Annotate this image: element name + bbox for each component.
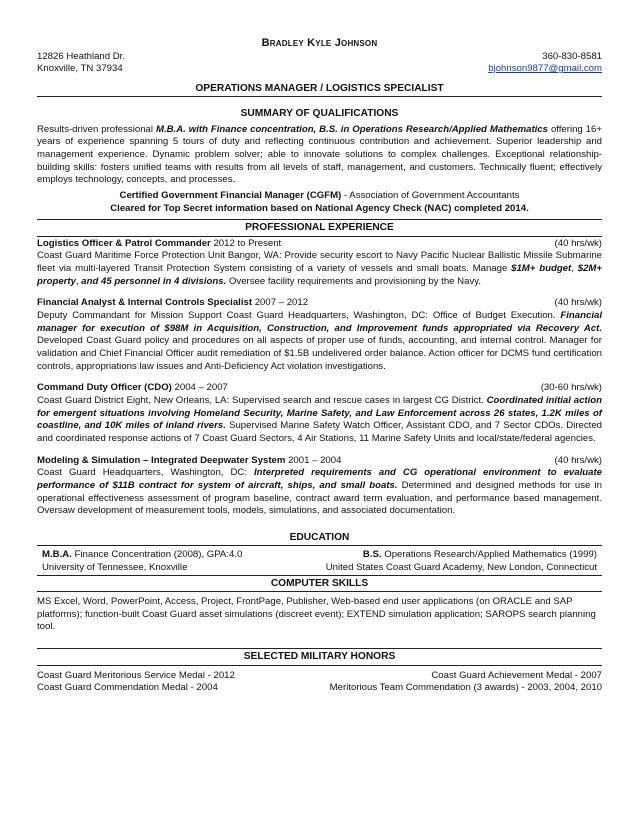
job-desc-highlight: $1M+ budget (511, 263, 572, 275)
job-dates: 2007 – 2012 (252, 297, 309, 309)
job-title-line (37, 297, 308, 310)
job-dates: 2012 to Present (210, 237, 282, 249)
honor-item: Coast Guard Commendation Medal - 2004 (37, 682, 218, 694)
experience-heading: PROFESSIONAL EXPERIENCE (37, 219, 602, 236)
degree-name: M.B.A. (42, 549, 72, 561)
summary-body: offering 16+ years of experience spanning 5 tours of duty and reflecting continuous contribution and achievement. Superior leadership and management experience. Dynamic problem solver; able to innovate solutions to complex challenges. Exceptional relationship-building skills: fosters unified teams with results from all levels of staff, management, and customers. Technically fluent; effectively employs technology, concepts, and processes. (37, 123, 602, 186)
job-header (37, 238, 602, 251)
job-desc-highlight: $2M+ property (37, 263, 602, 287)
job-desc-highlight: Financial manager for execution of $98M in Acquisition, Construction, and Improvement funds appropriated via Recovery Act. (37, 310, 602, 334)
job-header (37, 297, 602, 310)
clearance-line: Cleared for Top Secret information based on National Agency Check (NAC) completed 2014. (110, 202, 529, 214)
degree-detail: Operations Research/Applied Mathematics (1999) (381, 549, 597, 561)
resume-page (37, 36, 602, 695)
job-entry (37, 238, 602, 289)
certification-org: - Association of Government Accountants (341, 190, 520, 202)
job-entry (37, 382, 602, 445)
job-desc-text: Supervised Marine Safety Watch Officer, Assistant CDO, and 7 Sector CDOs. Directed and coordinated response actions of 7 Coast Guard Sectors, 4 Air Stations, 11 Marine Safety Units and local/state/federal agencies. (37, 420, 602, 444)
job-dates: 2001 – 2004 (285, 454, 342, 466)
degree-bs (326, 549, 597, 562)
education-row (37, 549, 602, 574)
certification-line (37, 190, 602, 203)
contact-row-1 (37, 51, 602, 64)
job-title-line (37, 455, 341, 468)
job-title-line (37, 382, 228, 395)
job-desc-text: Coast Guard Maritime Force Protection Unit Bangor, WA: Provide security escort to Navy Pacific Nuclear Ballistic Missile Submarine fleet via multi-layered Transit Protection System consisting of a variety of vessels and small boats. Manage (37, 250, 602, 275)
resume-title: OPERATIONS MANAGER / LOGISTICS SPECIALIST (37, 82, 602, 97)
summary-degrees: M.B.A. with Finance concentration, B.S. in Operations Research/Applied Mathematics (155, 123, 548, 135)
job-title-line (37, 238, 281, 251)
honor-item: Coast Guard Meritorious Service Medal - 2012 (37, 669, 235, 681)
degree-name: B.S. (362, 549, 382, 561)
summary-heading: SUMMARY OF QUALIFICATIONS (240, 108, 399, 120)
job-hours: (30-60 hrs/wk) (540, 382, 602, 394)
job-description (37, 250, 602, 288)
job-desc-text: , (75, 275, 82, 287)
job-title: Logistics Officer & Patrol Commander (37, 237, 211, 249)
job-entry (37, 297, 602, 373)
degree-detail: Finance Concentration (2008), GPA:4.0 (71, 549, 243, 561)
education-right (326, 549, 597, 574)
school-name: University of Tennessee, Knoxville (42, 562, 188, 574)
job-desc-text: , (571, 263, 578, 275)
honors-right (330, 670, 602, 695)
education-left (42, 549, 242, 574)
job-desc-text: Coast Guard District Eight, New Orleans, LA: Supervised search and rescue cases in largest CG District. (37, 395, 487, 406)
job-title: Modeling & Simulation – Integrated Deepwater System (37, 454, 286, 466)
job-desc-text: Developed Coast Guard policy and procedures on all aspects of proper use of funds, accounting, and internal control. Manager for validation and Chief Financial Officer audit remediation of $1.5B undelivered order balance. Action officer for DCMS fund certification controls, appropriations law issues and Anti-Deficiency Act violation investigations. (37, 335, 602, 372)
job-desc-text: Determined and designed methods for use in operational effectiveness assessment of program baseline, contract award term evaluation, and performance based management. Oversaw development of measurement tools, models, simulations, and associated documentation. (37, 479, 602, 517)
job-entry (37, 455, 602, 518)
experience-list (37, 238, 602, 518)
address-line-2: Knoxville, TN 37934 (37, 63, 123, 75)
address-line-1: 12826 Heathland Dr. (37, 50, 126, 62)
degree-mba (42, 549, 242, 562)
summary-intro: Results-driven professional (37, 123, 156, 135)
contact-row-2 (37, 63, 602, 76)
certification-name: Certified Government Financial Manager (CGFM) (119, 190, 342, 202)
job-desc-highlight: and 45 personnel in 4 divisions. (81, 275, 227, 287)
job-title: Financial Analyst & Internal Controls Specialist (37, 297, 253, 309)
job-header (37, 382, 602, 395)
honor-item: Coast Guard Achievement Medal - 2007 (431, 669, 602, 681)
job-hours: (40 hrs/wk) (554, 454, 602, 466)
candidate-name: Bradley Kyle Johnson (261, 37, 378, 49)
email-link[interactable]: bjohnson9877@gmail.com (488, 63, 602, 75)
job-desc-text: Deputy Commandant for Mission Support Coast Guard Headquarters, Washington, DC: Office of Budget Execution. (37, 310, 561, 322)
job-hours: (40 hrs/wk) (554, 297, 602, 309)
skills-heading: COMPUTER SKILLS (37, 575, 602, 592)
honors-left (37, 670, 235, 695)
skills-text: MS Excel, Word, PowerPoint, Access, Project, FrontPage, Publisher, Web-based end user applications (on ORACLE and SAP platforms); function-built Coast Guard asset simulations (discreet event); EXTEND simulation application; SAROPS search planning tool. (37, 596, 596, 633)
job-header (37, 455, 602, 468)
summary-paragraph (37, 124, 602, 187)
job-hours: (40 hrs/wk) (554, 237, 602, 249)
honor-item: Meritorious Team Commendation (3 awards) - 2003, 2004, 2010 (329, 682, 602, 694)
job-title: Command Duty Officer (CDO) (37, 382, 172, 394)
job-desc-text: Oversee facility requirements and provisioning by the Navy. (226, 275, 481, 287)
job-desc-text: Coast Guard Headquarters, Washington, DC: (37, 467, 254, 479)
honors-heading: SELECTED MILITARY HONORS (37, 648, 602, 665)
phone-number: 360-830-8581 (542, 50, 602, 62)
job-description (37, 467, 602, 518)
job-desc-highlight: Interpreted requirements and CG operational environment to evaluate performance of $11B contract for system of aircraft, ships, and small boats. (37, 467, 602, 491)
education-heading: EDUCATION (37, 530, 602, 546)
school-name: United States Coast Guard Academy, New London, Connecticut (325, 562, 597, 574)
job-dates: 2004 – 2007 (171, 382, 228, 394)
honors-row (37, 670, 602, 695)
job-description (37, 395, 602, 446)
job-desc-highlight: Coordinated initial action for emergent situations involving Homeland Security, Marine Safety, and Law Enforcement across 26 states, 1.2K miles of coastline, and 10K miles of inland rivers. (37, 395, 602, 432)
job-description (37, 310, 602, 373)
